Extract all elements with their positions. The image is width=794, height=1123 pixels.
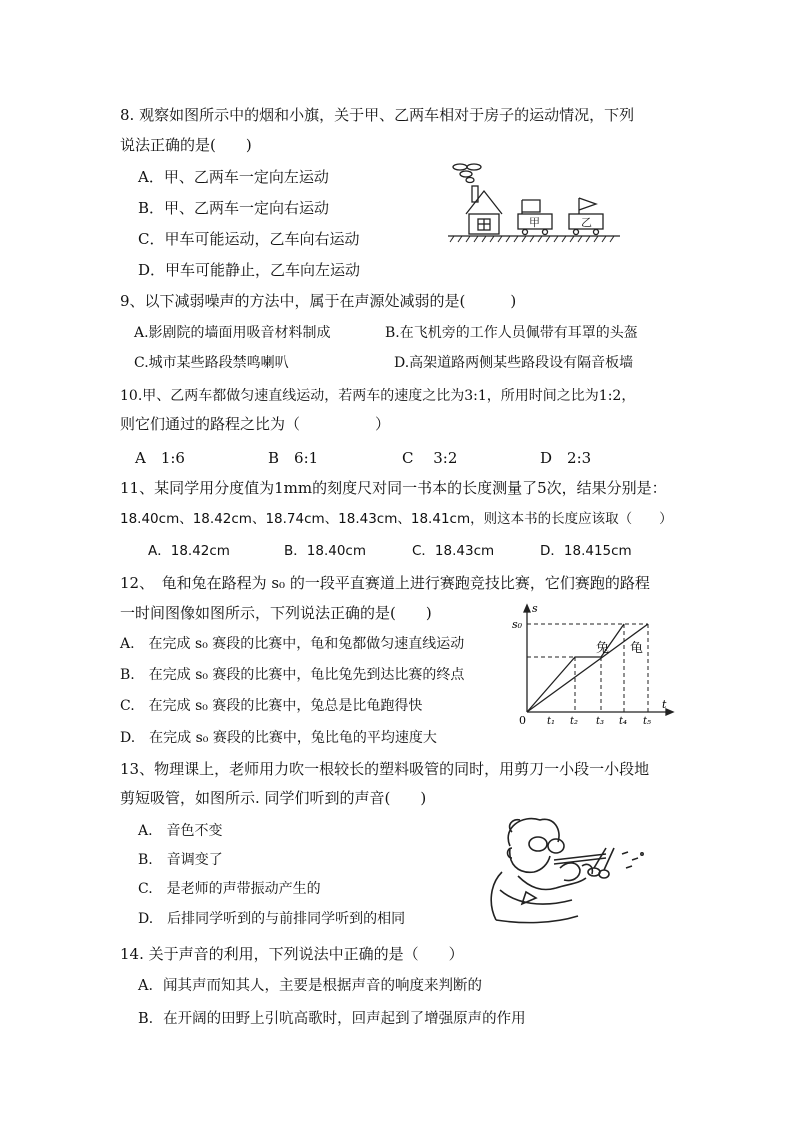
q9-option-d: D.高架道路两侧某些路段设有隔音板墙 [394,355,634,371]
q8-option-d: D．甲车可能静止，乙车向左运动 [138,261,361,279]
q14-option-b: B．在开阔的田野上引吭高歌时，回声起到了增强原声的作用 [138,1011,526,1027]
s0-tick-label: s₀ [512,618,523,631]
y-axis-label: s [532,602,538,615]
q13-option-a: A. 音色不变 [138,823,223,839]
q10-stem-line1: 10.甲、乙两车都做匀速直线运动，若两车的速度之比为3:1，所用时间之比为1:2， [120,388,636,404]
q12-option-d: D. 在完成 s₀ 赛段的比赛中，兔比龟的平均速度大 [120,730,437,746]
q13-option-d: D. 后排同学听到的与前排同学听到的相同 [138,911,406,927]
t4-tick-label: t₄ [619,716,628,727]
q13-stem-line1: 13、物理课上，老师用力吹一根较长的塑料吸管的同时，用剪刀一小段一小段地 [120,760,650,778]
q13-teacher-straw-figure [482,808,652,926]
rabbit-label: 兔 [596,641,610,656]
t3-tick-label: t₃ [596,716,605,727]
t1-tick-label: t₁ [547,716,556,727]
q14-option-a: A．闻其声而知其人，主要是根据声音的响度来判断的 [138,978,482,994]
q9-option-b: B.在飞机旁的工作人员佩带有耳罩的头盔 [385,325,638,341]
q14-stem: 14. 关于声音的利用，下列说法中正确的是（ ） [120,945,464,963]
q11-stem-line1: 11、某同学用分度值为1mm的刻度尺对同一书本的长度测量了5次，结果分别是： [120,479,667,497]
q10-option-c: C 3:2 [402,449,458,467]
turtle-label: 龟 [630,641,644,656]
q10-option-d: D 2:3 [540,449,592,467]
q9-option-c: C.城市某些路段禁鸣喇叭 [134,355,289,371]
q8-stem-line1: 8. 观察如图所示中的烟和小旗，关于甲、乙两车相对于房子的运动情况，下列 [120,106,635,124]
q11-option-a: A．18.42cm [148,543,230,559]
q11-stem-line2: 18.40cm、18.42cm、18.74cm、18.43cm、18.41cm，则这本书的长度应该取（ ） [120,511,673,527]
car-a-label: 甲 [529,216,540,229]
q10-option-b: B 6:1 [268,449,319,467]
q12-option-b: B. 在完成 s₀ 赛段的比赛中，龟比兔先到达比赛的终点 [120,667,465,683]
t5-tick-label: t₅ [643,716,652,727]
q13-option-b: B. 音调变了 [138,852,223,868]
q13-option-c: C. 是老师的声带振动产生的 [138,881,321,897]
q8-option-b: B．甲、乙两车一定向右运动 [138,199,330,217]
turtle-line [527,624,648,712]
q12-option-a: A. 在完成 s₀ 赛段的比赛中，龟和兔都做匀速直线运动 [120,636,465,652]
q12-stem-line1: 12、 龟和兔在路程为 s₀ 的一段平直赛道上进行赛跑竞技比赛，它们赛跑的路程 [120,574,650,592]
q12-stem-line2: 一时间图像如图所示，下列说法正确的是( ) [120,604,432,622]
q11-option-c: C．18.43cm [412,543,495,559]
x-axis-label: t [662,698,667,711]
q8-option-c: C．甲车可能运动，乙车向右运动 [138,230,360,248]
q12-st-graph [510,602,675,727]
t2-tick-label: t₂ [570,716,579,727]
q9-option-a: A.影剧院的墙面用吸音材料制成 [134,325,331,341]
car-b-label: 乙 [581,216,592,229]
q8-house-cars-figure [444,158,624,248]
q8-stem-line2: 说法正确的是( ) [120,136,252,154]
origin-label: 0 [519,714,526,727]
q10-option-a: A 1:6 [135,449,185,467]
q11-option-d: D．18.415cm [540,543,632,559]
q13-stem-line2: 剪短吸管，如图所示. 同学们听到的声音( ) [120,789,427,807]
q8-option-a: A．甲、乙两车一定向左运动 [138,168,329,186]
q10-stem-line2: 则它们通过的路程之比为（ ） [120,415,391,433]
q12-option-c: C. 在完成 s₀ 赛段的比赛中，兔总是比龟跑得快 [120,698,423,714]
q9-stem: 9、以下减弱噪声的方法中，属于在声源处减弱的是( ) [120,292,517,310]
q11-option-b: B．18.40cm [284,543,366,559]
